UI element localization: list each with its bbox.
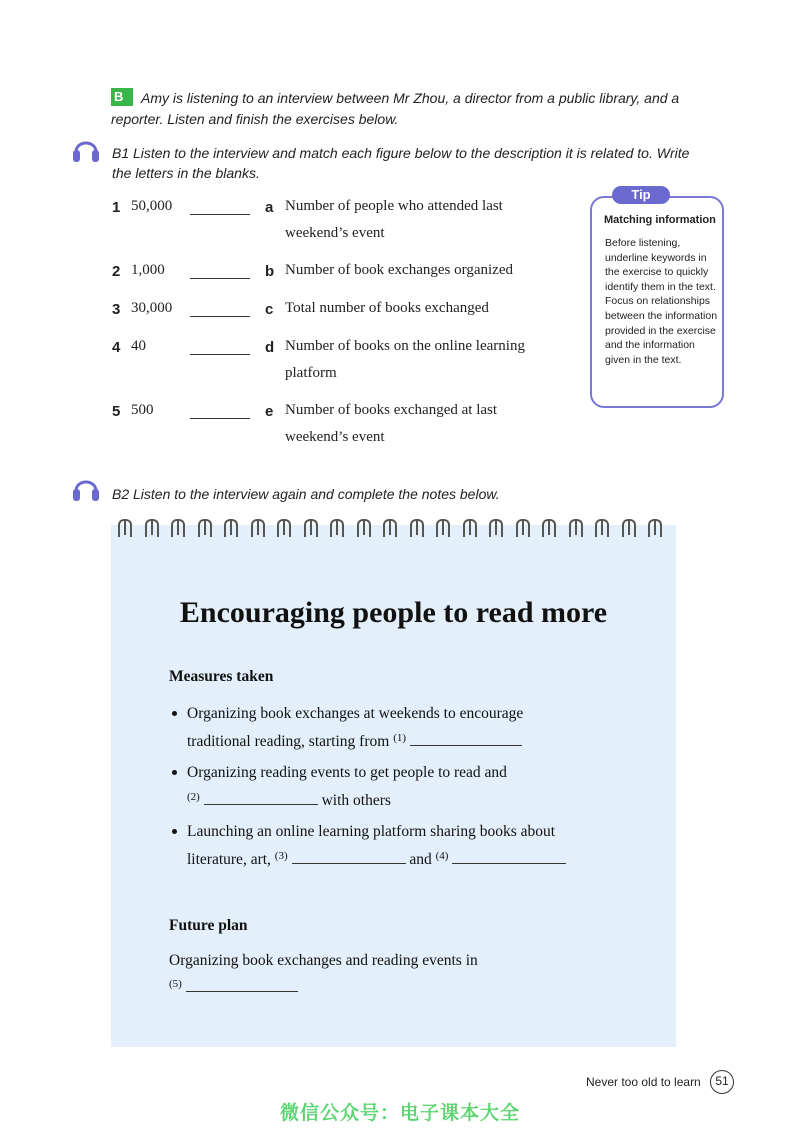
future-line-2 (169, 972, 298, 1000)
item-number: 4 (112, 339, 121, 356)
b2-instruction: B2 Listen to the interview again and complete the notes below. (112, 486, 500, 502)
spiral-ring (330, 519, 344, 537)
bullet-3-text: literature, art, (187, 851, 271, 868)
bullet-3-line-2 (187, 844, 566, 872)
b1-instruction: B1 Listen to the interview and match each figure below to the description it is related to. Write the letters in the blanks. (112, 145, 690, 181)
item-value: 500 (131, 402, 154, 418)
spiral-ring (145, 519, 159, 537)
option-text: Number of people who attended last (285, 198, 503, 214)
blank-label: (1) (393, 732, 407, 744)
bullet-1-line-1: Organizing book exchanges at weekends to encourage (187, 705, 524, 722)
tip-title: Matching information (604, 214, 716, 226)
option-text-cont: platform (285, 365, 337, 381)
blank-label: (2) (187, 791, 200, 803)
item-number: 1 (112, 199, 121, 216)
watermark: 微信公众号：电子课本大全 (279, 1103, 520, 1124)
answer-blank[interactable] (190, 340, 250, 355)
item-number: 3 (112, 301, 121, 318)
bullet-1-line-2 (187, 726, 522, 754)
spiral-ring (198, 519, 212, 537)
spiral-ring (224, 519, 238, 537)
spiral-ring (595, 519, 609, 537)
measures-heading: Measures taken (169, 668, 274, 685)
answer-blank[interactable] (190, 200, 250, 215)
bullet-2-text: with others (321, 792, 391, 809)
bullet-3-line-1: Launching an online learning platform sharing books about (187, 823, 556, 840)
bullet (172, 770, 177, 775)
answer-blank-4[interactable] (452, 849, 566, 864)
option-text: Number of books on the online learning (285, 338, 525, 354)
spiral-ring (251, 519, 265, 537)
spiral-ring (542, 519, 556, 537)
blank-label: (5) (169, 978, 182, 990)
option-letter: d (265, 339, 275, 356)
spiral-ring (436, 519, 450, 537)
section-b-intro: Amy is listening to an interview between Mr Zhou, a director from a public library, and a reporter. Listen and finish the exercises below. (111, 90, 680, 127)
answer-blank[interactable] (190, 302, 250, 317)
option-text: Number of books exchanged at last (285, 402, 498, 418)
item-number: 5 (112, 403, 121, 420)
answer-blank-5[interactable] (186, 977, 298, 992)
future-line-1: Organizing book exchanges and reading events in (169, 952, 478, 969)
answer-blank-2[interactable] (204, 790, 318, 805)
spiral-ring (622, 519, 636, 537)
future-heading: Future plan (169, 917, 248, 934)
item-value: 30,000 (131, 300, 173, 316)
spiral-ring (489, 519, 503, 537)
spiral-ring (277, 519, 291, 537)
item-value: 40 (131, 338, 146, 354)
spiral-ring (648, 519, 662, 537)
option-text: Total number of books exchanged (285, 300, 489, 316)
spiral-ring (357, 519, 371, 537)
page-number: 51 (710, 1070, 734, 1094)
option-letter: c (265, 301, 274, 318)
blank-label: (3) (274, 850, 288, 862)
blank-label: (4) (435, 850, 449, 862)
bullet-2-line-1: Organizing reading events to get people to read and (187, 764, 507, 781)
answer-blank[interactable] (190, 404, 250, 419)
option-letter: e (265, 403, 274, 420)
tip-tab: Tip (612, 186, 670, 204)
bullet-1-text: traditional reading, starting from (187, 733, 390, 750)
tip-body: Before listening, underline keywords in the exercise to quickly identify them in the text. Focus on relationships between the information provided in the exercise and the information given in the text. (605, 237, 718, 366)
answer-blank-1[interactable] (410, 731, 522, 746)
answer-blank-3[interactable] (292, 849, 406, 864)
headphones-icon[interactable] (72, 134, 100, 164)
option-letter: a (265, 199, 274, 216)
section-b-badge: B (111, 88, 133, 106)
and-text: and (409, 851, 432, 868)
item-value: 1,000 (131, 262, 165, 278)
item-number: 2 (112, 263, 121, 280)
option-text-cont: weekend’s event (285, 429, 385, 445)
bullet (172, 829, 177, 834)
notes-title: Encouraging people to read more (179, 596, 608, 629)
answer-blank[interactable] (190, 264, 250, 279)
bullet (172, 711, 177, 716)
spiral-ring (304, 519, 318, 537)
bullet-2-line-2 (187, 785, 391, 813)
spiral-ring (516, 519, 530, 537)
option-text: Number of book exchanges organized (285, 262, 513, 278)
option-text-cont: weekend’s event (285, 225, 385, 241)
spiral-ring (118, 519, 132, 537)
unit-title: Never too old to learn (586, 1075, 701, 1089)
spiral-ring (171, 519, 185, 537)
option-letter: b (265, 263, 275, 280)
spiral-ring (383, 519, 397, 537)
headphones-icon[interactable] (72, 473, 100, 503)
item-value: 50,000 (131, 198, 173, 214)
spiral-ring (463, 519, 477, 537)
spiral-ring (569, 519, 583, 537)
spiral-ring (410, 519, 424, 537)
